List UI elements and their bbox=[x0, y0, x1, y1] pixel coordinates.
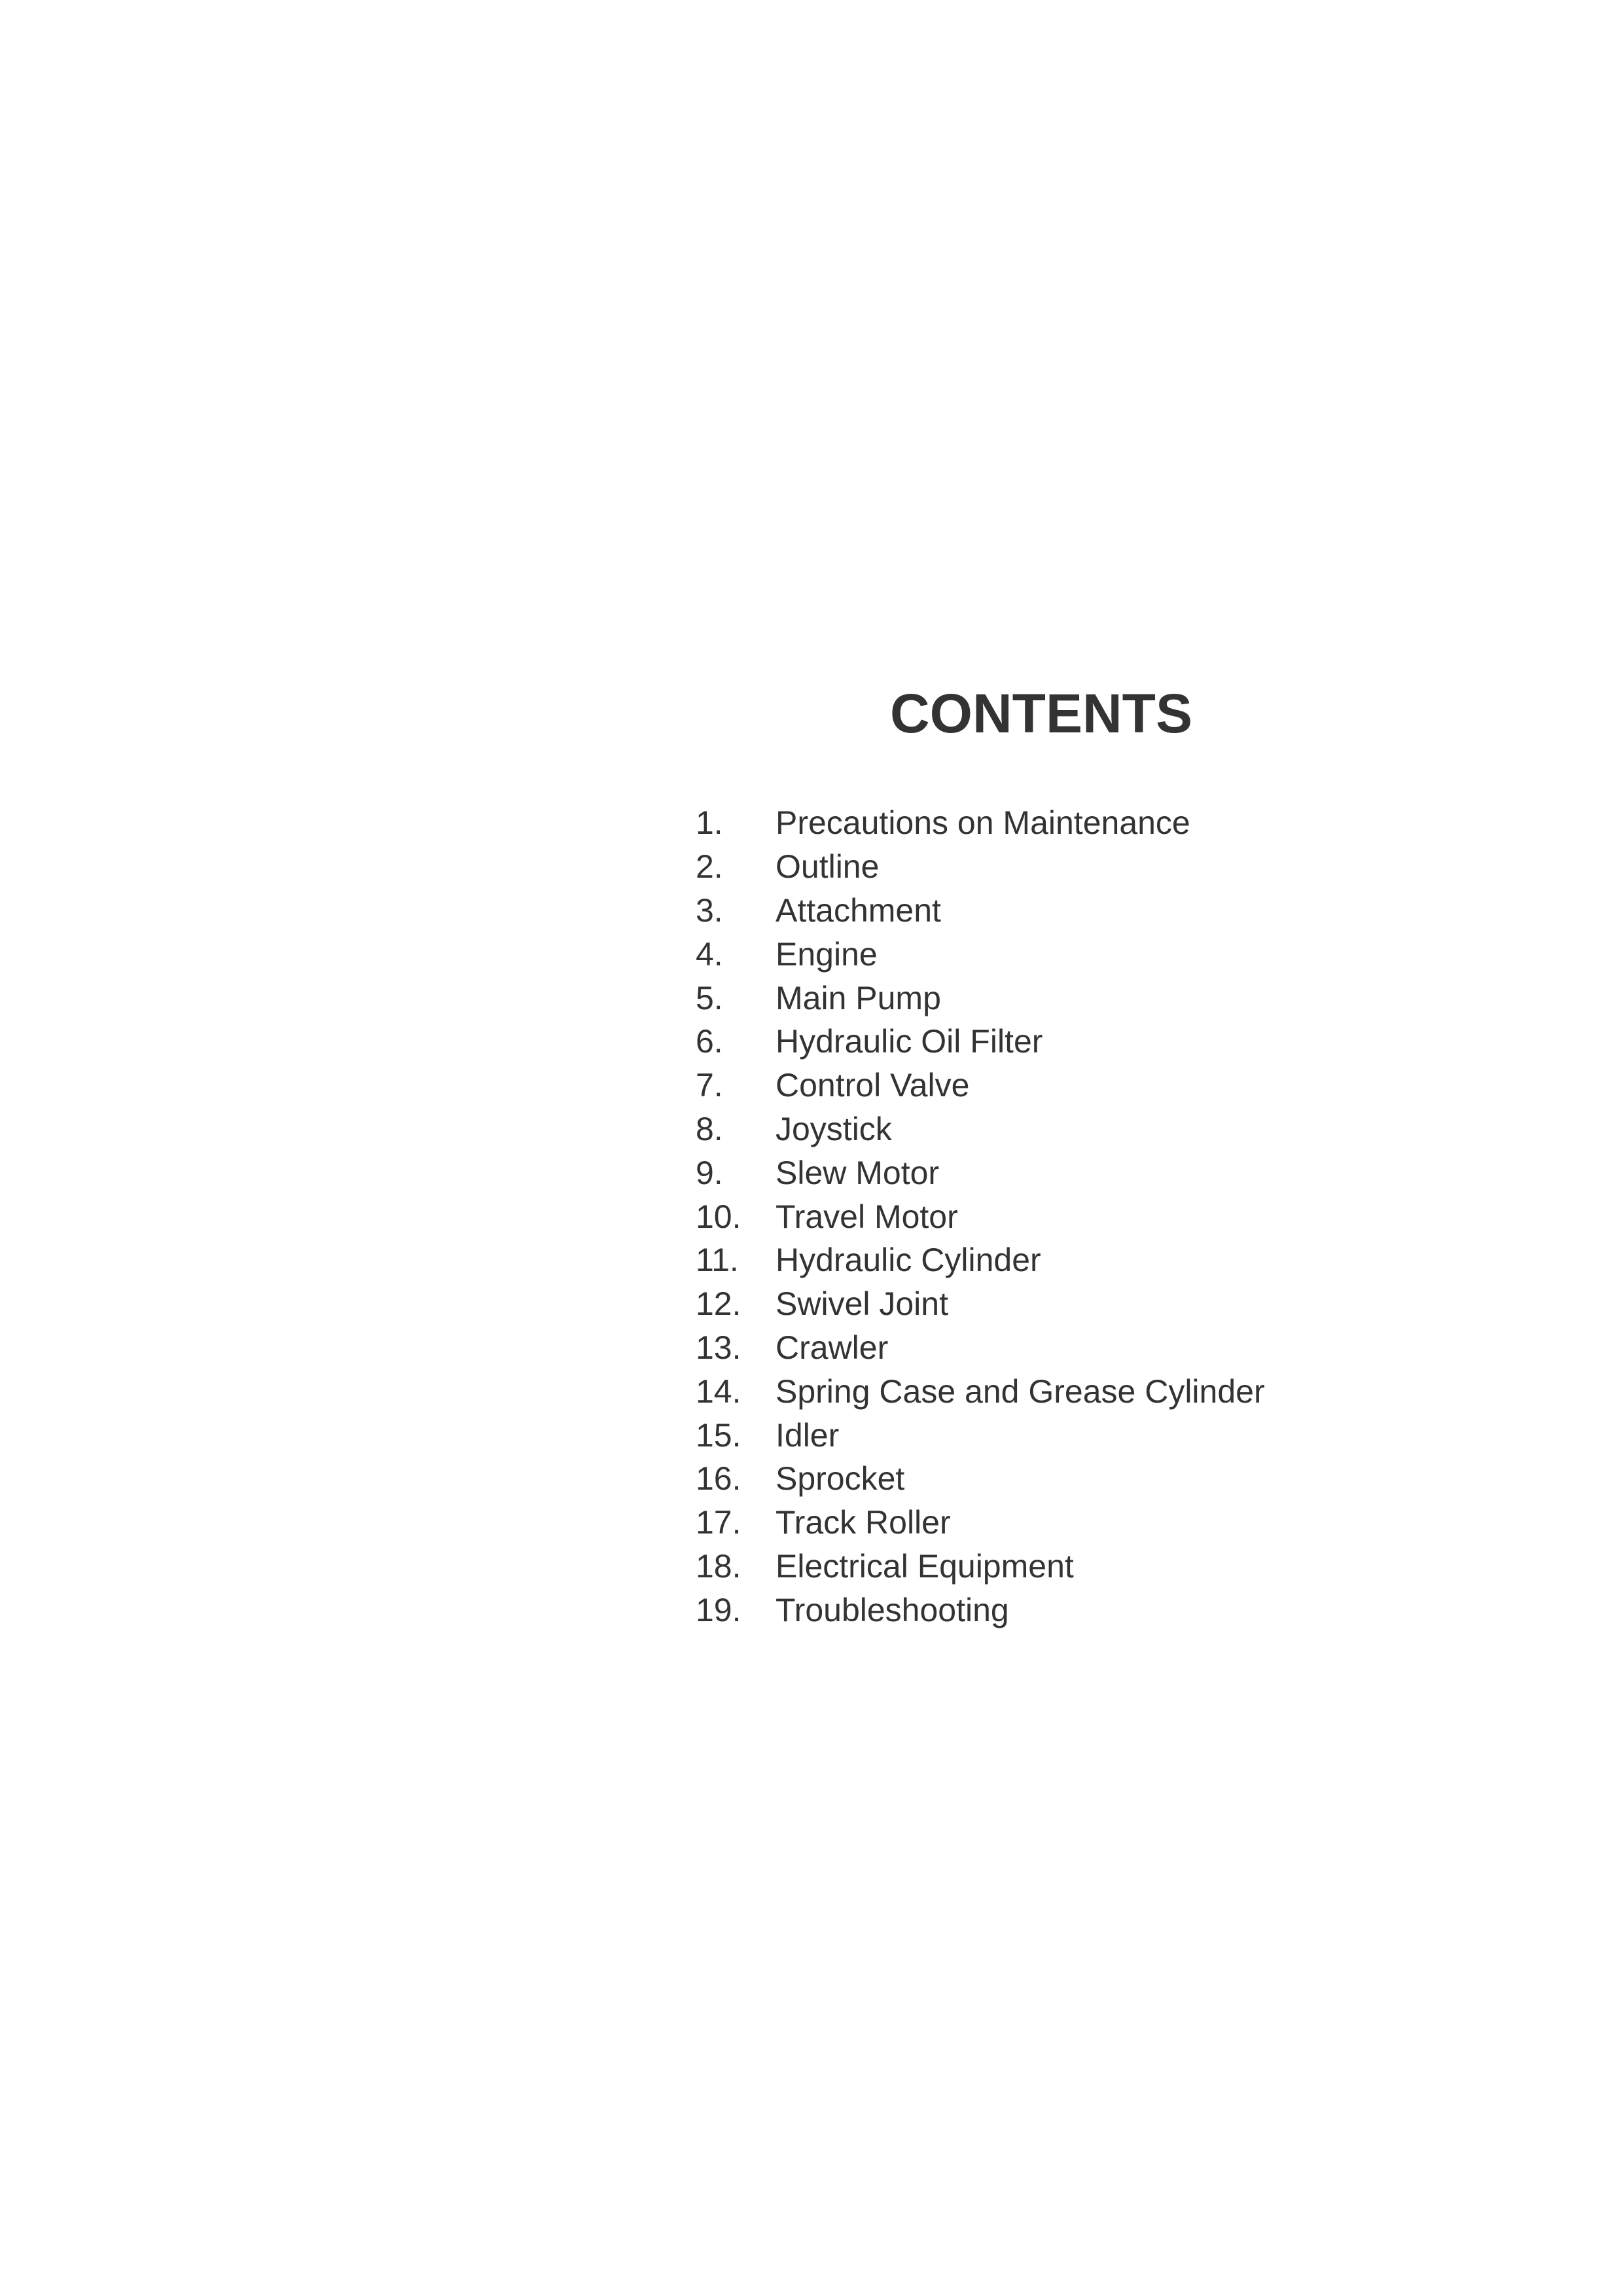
toc-entry-label: Engine bbox=[776, 935, 878, 973]
toc-entry bbox=[696, 1545, 1546, 1588]
toc-entry-number: 9. bbox=[696, 1154, 723, 1191]
toc-entry-number: 7. bbox=[696, 1067, 723, 1104]
page-title: CONTENTS bbox=[890, 683, 1192, 744]
toc-entry bbox=[696, 845, 1546, 889]
toc-entry-label: Hydraulic Oil Filter bbox=[776, 1023, 1043, 1060]
toc-entry-number: 14. bbox=[696, 1372, 741, 1410]
toc-entry bbox=[696, 1457, 1546, 1501]
toc-entry-label: Troubleshooting bbox=[776, 1591, 1009, 1628]
toc-entry bbox=[696, 1326, 1546, 1370]
toc-entry bbox=[696, 1064, 1546, 1107]
toc-entry bbox=[696, 1588, 1546, 1632]
toc-entry-number: 5. bbox=[696, 979, 723, 1016]
toc-entry bbox=[696, 1501, 1546, 1545]
toc-entry-label: Track Roller bbox=[776, 1504, 951, 1541]
toc-entry-number: 6. bbox=[696, 1023, 723, 1060]
toc-entry-number: 13. bbox=[696, 1329, 741, 1366]
toc-entry-label: Slew Motor bbox=[776, 1154, 940, 1191]
toc-entry-label: Electrical Equipment bbox=[776, 1547, 1074, 1585]
toc-entry-number: 11. bbox=[696, 1242, 739, 1279]
toc-entry bbox=[696, 1238, 1546, 1282]
toc-entry bbox=[696, 976, 1546, 1020]
toc-entry-label: Swivel Joint bbox=[776, 1285, 948, 1323]
toc-entry-number: 15. bbox=[696, 1416, 741, 1454]
toc-entry-number: 16. bbox=[696, 1460, 741, 1498]
toc-entry bbox=[696, 1107, 1546, 1151]
toc-entry-number: 17. bbox=[696, 1504, 741, 1541]
toc-entry-label: Main Pump bbox=[776, 979, 941, 1016]
toc-entry-label: Crawler bbox=[776, 1329, 889, 1366]
toc-entry-number: 12. bbox=[696, 1285, 741, 1323]
toc-entry bbox=[696, 1194, 1546, 1238]
toc-entry-number: 4. bbox=[696, 935, 723, 973]
toc-entry-label: Control Valve bbox=[776, 1067, 970, 1104]
toc-entry-number: 1. bbox=[696, 804, 723, 842]
toc-entry-label: Precautions on Maintenance bbox=[776, 804, 1190, 842]
toc-entry-label: Spring Case and Grease Cylinder bbox=[776, 1372, 1265, 1410]
toc-entry bbox=[696, 1413, 1546, 1457]
toc-entry-label: Attachment bbox=[776, 891, 941, 929]
toc-entry bbox=[696, 1282, 1546, 1326]
toc-entry-label: Travel Motor bbox=[776, 1198, 958, 1235]
toc-entry-number: 18. bbox=[696, 1547, 741, 1585]
toc-entry-label: Outline bbox=[776, 848, 880, 886]
toc-entry bbox=[696, 1020, 1546, 1064]
table-of-contents bbox=[696, 801, 1546, 1632]
toc-entry-number: 10. bbox=[696, 1198, 741, 1235]
toc-entry-label: Idler bbox=[776, 1416, 840, 1454]
toc-entry bbox=[696, 1369, 1546, 1413]
toc-entry bbox=[696, 932, 1546, 976]
toc-entry-number: 19. bbox=[696, 1591, 741, 1628]
toc-entry-number: 2. bbox=[696, 848, 723, 886]
toc-entry bbox=[696, 889, 1546, 933]
toc-entry-label: Sprocket bbox=[776, 1460, 905, 1498]
toc-entry-label: Joystick bbox=[776, 1110, 892, 1147]
toc-entry-label: Hydraulic Cylinder bbox=[776, 1242, 1041, 1279]
toc-entry-number: 8. bbox=[696, 1110, 723, 1147]
toc-entry-number: 3. bbox=[696, 891, 723, 929]
toc-entry bbox=[696, 1151, 1546, 1194]
toc-entry bbox=[696, 801, 1546, 845]
